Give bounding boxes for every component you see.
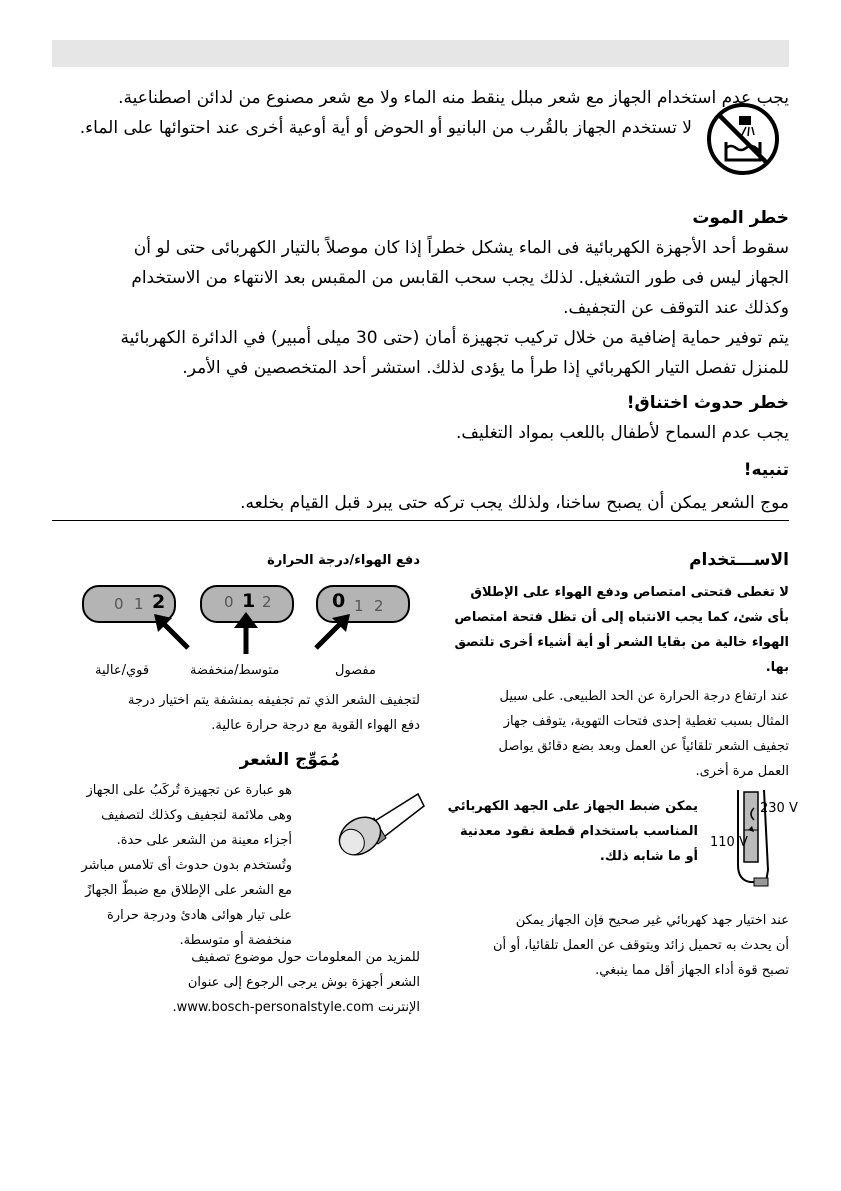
header-bar <box>52 40 789 67</box>
wrong-voltage-line: أن يحدث به تحميل زائد ويتوقف عن العمل تلقائيا، أو أن <box>492 938 789 953</box>
danger-line-3: وكذلك عند التوقف عن التجفيف. <box>563 298 789 318</box>
voltage-line: يمكن ضبط الجهاز على الجهد الكهربائي <box>447 799 698 814</box>
danger-heading: خطر الموت <box>692 208 789 228</box>
arrow-icon <box>310 610 354 654</box>
styler-heading: مُمَوِّج الشعر <box>239 750 340 770</box>
label-off: مفصول <box>335 663 376 678</box>
arrow-icon <box>232 610 260 654</box>
more-info-paragraph <box>52 945 420 1020</box>
suffocation-text: يجب عدم السماح لأطفال باللعب بمواد التغليف. <box>455 423 789 443</box>
overheat-line: المثال بسبب تغطية إحدى فتحات التهوية، يتوقف جهاز <box>503 714 789 729</box>
label-high: قوي/عالية <box>95 663 150 678</box>
usage-heading: الاســـتخدام <box>689 550 789 570</box>
more-info-line: للمزيد من المعلومات حول موضوع تصفيف <box>191 950 420 965</box>
voltage-line: المناسب باستخدام قطعة نقود معدنية <box>459 824 698 839</box>
airflow-text <box>52 688 420 738</box>
switch-digit: 1 <box>242 590 256 612</box>
caution-heading: تنبيه! <box>743 460 789 480</box>
overheat-paragraph <box>440 684 789 784</box>
suffocation-heading: خطر حدوث اختناق! <box>626 393 789 413</box>
section-divider <box>52 520 789 521</box>
danger-line-2: الجهاز ليس فى طور التشغيل. لذلك يجب سحب القابس من المقبس بعد الانتهاء من الاستخدام <box>131 268 789 288</box>
website-line: الإنترنت www.bosch-personalstyle.com. <box>172 1000 420 1015</box>
styler-line: وتُستخدم بدون حدوث أى تلامس مباشر <box>81 858 292 873</box>
styler-line: هو عبارة عن تجهيزة تُركَبُ على الجهاز <box>86 783 292 798</box>
styler-line: منخفضة أو متوسطة. <box>179 933 292 948</box>
more-info-line: الشعر أجهزة بوش يرجى الرجوع إلى عنوان <box>187 975 420 990</box>
caution-text: موج الشعر يمكن أن يصبح ساخنا، ولذلك يجب تركه حتى يبرد قبل القيام بخلعه. <box>240 493 789 513</box>
overheat-line: عند ارتفاع درجة الحرارة عن الحد الطبيعى. على سبيل <box>499 689 789 704</box>
styler-nozzle-illustration <box>330 788 426 864</box>
arrow-icon <box>150 610 194 654</box>
airflow-line: لتجفيف الشعر الذي تم تجفيفه بمنشفة يتم اختيار درجة <box>128 693 420 708</box>
usage-bold-line: بها. <box>765 660 789 675</box>
airflow-heading: دفع الهواء/درجة الحرارة <box>267 553 420 568</box>
warning-line-2: لا تستخدم الجهاز بالقُرب من البانيو أو الحوض أو أية أوعية أخرى عند احتوائها على الماء. <box>79 118 692 138</box>
styler-line: مع الشعر على الإطلاق مع ضبطّ الجهازً <box>85 883 292 898</box>
no-water-warning-icon <box>706 102 780 176</box>
switch-digit: 0 <box>114 595 124 613</box>
styler-paragraph <box>52 778 292 953</box>
protection-line-1: يتم توفير حماية إضافية من خلال تركيب تجهيزة أمان (حتى 30 ميلى أمبير) في الدائرة الكهربائية <box>120 328 789 348</box>
switch-digit: 2 <box>152 591 166 613</box>
wrong-voltage-paragraph <box>440 908 789 983</box>
wrong-voltage-line: عند اختيار جهد كهربائي غير صحيح فإن الجهاز يمكن <box>515 913 789 928</box>
switch-digit: 0 <box>332 590 346 612</box>
airflow-line: دفع الهواء القوية مع درجة حرارة عالية. <box>211 718 420 733</box>
switch-digit: 1 <box>134 595 144 613</box>
voltage-label-110: 110 V <box>710 835 748 850</box>
styler-line: أجزاء معينة من الشعر على حدة. <box>116 833 292 848</box>
styler-line: وهى ملائمة لتجفيف وكذلك لتصفيف <box>101 808 292 823</box>
switch-digit: 2 <box>374 597 384 615</box>
warning-line-1: يجب عدم استخدام الجهاز مع شعر مبلل ينقط منه الماء ولا مع شعر مصنوع من لدائن اصطناعية. <box>118 88 789 108</box>
wrong-voltage-line: تصبح قوة أداء الجهاز أقل مما ينبغي. <box>595 963 789 978</box>
switch-digit: 0 <box>224 593 234 611</box>
voltage-label-230: 230 V <box>760 801 798 816</box>
voltage-paragraph <box>440 794 698 869</box>
danger-line-1: سقوط أحد الأجهزة الكهربائية فى الماء يشكل خطراً إذا كان موصلاً بالتيار الكهربائى حتى لو أن <box>133 238 789 258</box>
styler-line: على تيار هوائى هادئ ودرجة حرارة <box>106 908 292 923</box>
usage-bold-line: بأى شئ، كما يجب الانتباه إلى أن تظل فتحة امتصاص <box>454 610 789 625</box>
switch-digit: 1 <box>354 597 364 615</box>
usage-bold-line: لا تغطى فتحتى امتصاص ودفع الهواء على الإطلاق <box>470 585 789 600</box>
usage-bold-line: الهواء خالية من بقايا الشعر أو أية أشياء أخرى تلتصق <box>454 635 789 650</box>
voltage-line: أو ما شابه ذلك. <box>599 849 698 864</box>
overheat-line: العمل مرة أخرى. <box>695 764 789 779</box>
switch-digit: 2 <box>262 593 272 611</box>
usage-bold-paragraph <box>440 580 789 680</box>
overheat-line: تجفيف الشعر تلقائياً عن العمل وبعد بضع دقائق يواصل <box>498 739 789 754</box>
label-medium: متوسط/منخفضة <box>190 663 280 678</box>
protection-line-2: للمنزل تفصل التيار الكهربائي إذا طرأ ما يؤدى لذلك. استشر أحد المتخصصين في الأمر. <box>182 358 789 378</box>
